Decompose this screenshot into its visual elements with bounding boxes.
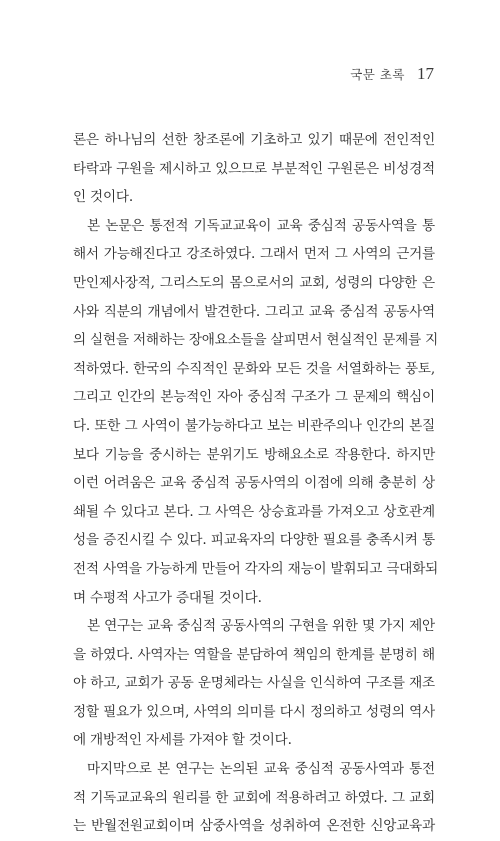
text-line: 며 수평적 사고가 증대될 것이다. [73, 589, 262, 606]
text-line: 정할 필요가 있으며, 사역의 의미를 다시 정의하고 성령의 역사 [73, 703, 435, 720]
page-number: 17 [417, 64, 434, 83]
text-line: 의 실현을 저해하는 장애요소들을 살피면서 현실적인 문제를 지 [73, 332, 439, 349]
text-line: 다. 또한 그 사역이 불가능하다고 보는 비관주의나 인간의 본질 [73, 417, 435, 434]
text-line: 만인제사장적, 그리스도의 몸으로서의 교회, 성령의 다양한 은 [73, 274, 435, 291]
abstract-body [73, 126, 439, 841]
text-line: 성을 증진시킬 수 있다. 피교육자의 다양한 필요를 충족시켜 통 [73, 532, 435, 549]
text-line: 사와 직분의 개념에서 발견한다. 그리고 교육 중심적 공동사역 [73, 303, 435, 320]
running-header [350, 64, 434, 84]
text-line: 보다 기능을 중시하는 분위기도 방해요소로 작용한다. 하지만 [73, 446, 435, 463]
text-line: 해서 가능해진다고 강조하였다. 그래서 먼저 그 사역의 근거를 [73, 246, 435, 263]
text-line: 야 하고, 교회가 공동 운명체라는 사실을 인식하여 구조를 재조 [73, 675, 435, 692]
text-line: 이런 어려움은 교육 중심적 공동사역의 이점에 의해 충분히 상 [73, 475, 435, 492]
text-line: 적 기독교교육의 원리를 한 교회에 적용하려고 하였다. 그 교회 [73, 789, 435, 806]
text-line: 을 하였다. 사역자는 역할을 분담하여 책임의 한계를 분명히 해 [73, 646, 435, 663]
text-line: 본 연구는 교육 중심적 공동사역의 구현을 위한 몇 가지 제안 [87, 618, 435, 635]
text-line: 그리고 인간의 본능적인 자아 중심적 구조가 그 문제의 핵심이 [73, 389, 435, 406]
text-line: 인 것이다. [73, 189, 133, 206]
section-title: 국문 초록 [350, 67, 405, 82]
text-line: 본 논문은 통전적 기독교교육이 교육 중심적 공동사역을 통 [87, 217, 435, 234]
text-line: 적하였다. 한국의 수직적인 문화와 모든 것을 서열화하는 풍토, [73, 360, 435, 377]
text-line: 전적 사역을 가능하게 만들어 각자의 재능이 발휘되고 극대화되 [73, 560, 439, 577]
text-line: 에 개방적인 자세를 가져야 할 것이다. [73, 732, 292, 749]
text-line: 타락과 구원을 제시하고 있으므로 부분적인 구원론은 비성경적 [73, 160, 435, 177]
text-line: 마지막으로 본 연구는 논의된 교육 중심적 공동사역과 통전 [87, 761, 435, 778]
text-line: 는 반월전원교회이며 삼중사역을 성취하여 온전한 신앙교육과 [73, 818, 435, 835]
text-line: 론은 하나님의 선한 창조론에 기초하고 있기 때문에 전인적인 [73, 132, 435, 148]
text-line: 쇄될 수 있다고 본다. 그 사역은 상승효과를 가져오고 상호관계 [73, 503, 435, 520]
